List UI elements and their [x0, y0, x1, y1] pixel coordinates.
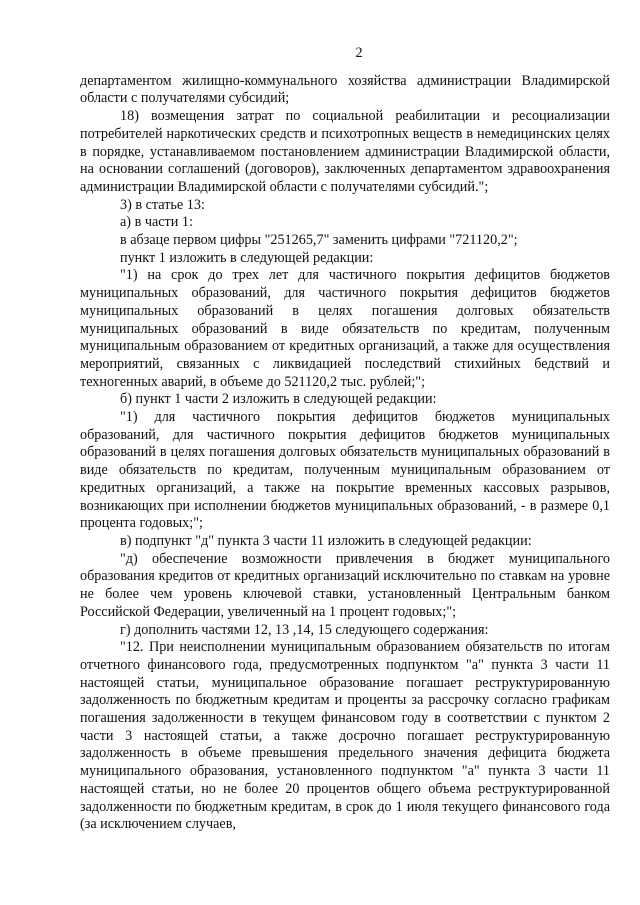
page-number: 2	[355, 45, 363, 61]
paragraph-part-1: а) в части 1:	[120, 214, 193, 231]
paragraph-continuation: департаментом жилищно-коммунального хозяйства администрации Владимирской области с получателями субсидий;	[80, 72, 610, 107]
paragraph-subpoint-d-intro: в) подпункт "д" пункта 3 части 11 изложить в следующей редакции:	[120, 532, 532, 549]
paragraph-replace-figures: в абзаце первом цифры "251265,7" заменить цифрами "721120,2";	[120, 232, 518, 249]
paragraph-add-parts-intro: г) дополнить частями 12, 13 ,14, 15 следующего содержания:	[120, 621, 489, 638]
paragraph-point-1-intro: пункт 1 изложить в следующей редакции:	[120, 249, 374, 266]
paragraph-subpoint-d-text: "д) обеспечение возможности привлечения в бюджет муниципального образования кредитов от кредитных организаций исключительно по ставкам на уровне не более чем уровень ключевой ставки, установленный Центральным банком Российской Федерации, увеличенный на 1 процент годовых;";	[80, 550, 610, 620]
paragraph-part-2-intro: б) пункт 1 части 2 изложить в следующей редакции:	[120, 391, 437, 408]
paragraph-part-12-text: "12. При неисполнении муниципальным образованием обязательств по итогам отчетного финансового года, предусмотренных подпунктом "а" пункта 3 части 11 настоящей статьи, муниципальное образование погашает реструктурированную задолженность по бюджетным кредитам и проценты за рассрочку согласно графикам погашения задолженности в текущем финансовом году в соответствии с пунктом 2 части 3 настоящей статьи, а также досрочно погашает реструктурированную задолженность в объеме превышения предельного значения дефицита бюджета муниципального образования, установленного подпунктом "а" пункта 3 части 11 настоящей статьи, но не более 20 процентов общего объема реструктурированной задолженности по бюджетным кредитам, в срок до 1 июля текущего финансового года (за исключением случаев,	[80, 639, 610, 833]
paragraph-part-2-text: "1) для частичного покрытия дефицитов бюджетов муниципальных образований, для частичного покрытия дефицитов бюджетов муниципальных образований в целях погашения долговых обязательств муниципальных образований в виде обязательств по кредитам, полученным муниципальным образованием от кредитных организаций, а также на покрытие временных кассовых разрывов, возникающих при исполнении бюджетов муниципальных образований, - в размере 0,1 процента годовых;";	[80, 409, 610, 532]
paragraph-point-1-text: "1) на срок до трех лет для частичного покрытия дефицитов бюджетов муниципальных образований, для частичного покрытия дефицитов бюджетов муниципальных образований в целях погашения долговых обязательств муниципальных образований в виде обязательств по кредитам, полученным муниципальным образованием от кредитных организаций, а также для осуществления мероприятий, связанных с ликвидацией последствий стихийных бедствий и техногенных аварий, в объеме до 521120,2 тыс. рублей;";	[80, 267, 610, 390]
paragraph-article-13: 3) в статье 13:	[120, 196, 205, 213]
paragraph-item-18: 18) возмещения затрат по социальной реабилитации и ресоциализации потребителей наркотических средств и психотропных веществ в немедицинских целях в порядке, устанавливаемом постановлением администрации Владимирской области, на основании соглашений (договоров), заключенных департаментом здравоохранения администрации Владимирской области с получателями субсидий.";	[80, 108, 610, 195]
